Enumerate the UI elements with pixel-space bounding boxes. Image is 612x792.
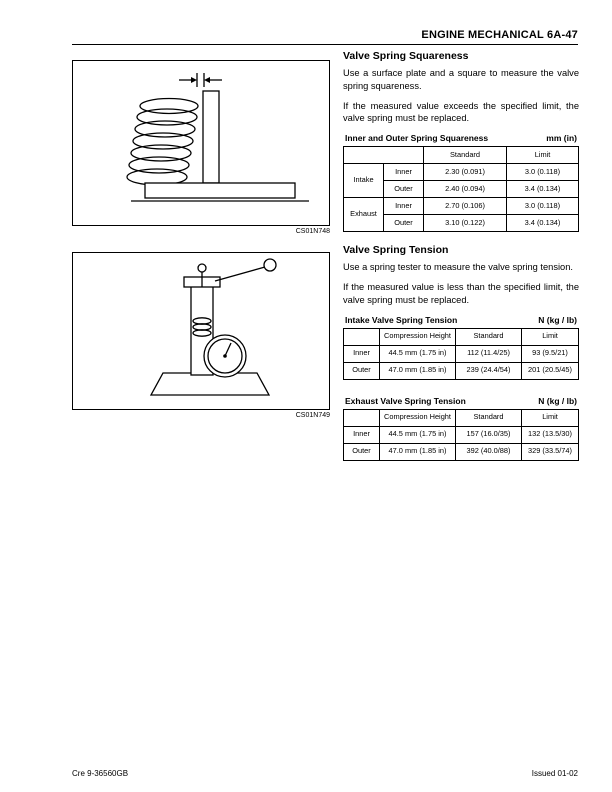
cell-limit: 3.4 (0.134) xyxy=(507,215,579,232)
cell-limit: 3.0 (0.118) xyxy=(507,164,579,181)
cell-height: 44.5 mm (1.75 in) xyxy=(380,345,456,362)
col-header-height: Compression Height xyxy=(380,409,456,426)
spring-squareness-drawing xyxy=(73,61,329,225)
row-group-intake: Intake xyxy=(344,164,384,198)
row-type: Outer xyxy=(384,215,424,232)
table-unit-label: N (kg / lb) xyxy=(538,395,577,406)
section-heading-tension: Valve Spring Tension xyxy=(343,244,449,257)
row-label: Outer xyxy=(344,362,380,379)
table-row xyxy=(344,443,579,460)
row-type: Inner xyxy=(384,164,424,181)
blank-header-cell xyxy=(344,409,380,426)
cell-standard: 2.40 (0.094) xyxy=(424,181,507,198)
cell-limit: 3.0 (0.118) xyxy=(507,198,579,215)
table-row xyxy=(344,198,579,215)
table-row xyxy=(344,345,579,362)
footer-document-code: Cre 9-36560GB xyxy=(72,769,129,778)
row-label: Inner xyxy=(344,345,380,362)
table-title-text: Inner and Outer Spring Squareness xyxy=(345,133,489,144)
header-rule xyxy=(72,44,578,45)
table-row xyxy=(344,164,579,181)
table-unit-label: mm (in) xyxy=(546,133,577,144)
col-header-standard: Standard xyxy=(424,147,507,164)
col-header-height: Compression Height xyxy=(380,328,456,345)
cell-standard: 2.30 (0.091) xyxy=(424,164,507,181)
cell-limit: 201 (20.5/45) xyxy=(522,362,579,379)
cell-limit: 132 (13.5/30) xyxy=(522,426,579,443)
cell-standard: 239 (24.4/54) xyxy=(456,362,522,379)
cell-standard: 2.70 (0.106) xyxy=(424,198,507,215)
table-title-text: Exhaust Valve Spring Tension xyxy=(345,395,466,406)
cell-standard: 112 (11.4/25) xyxy=(456,345,522,362)
table-header-row xyxy=(344,328,579,345)
exhaust-tension-table-title xyxy=(343,396,579,406)
col-header-standard: Standard xyxy=(456,409,522,426)
squareness-paragraph-2: If the measured value exceeds the specified limit, the valve spring must be replaced. xyxy=(343,100,579,124)
page-header: ENGINE MECHANICAL 6A-47 xyxy=(421,29,578,41)
content-column xyxy=(343,50,579,465)
figure-caption: CS01N748 xyxy=(295,228,330,235)
tension-paragraph-2: If the measured value is less than the specified limit, the valve spring must be replaced. xyxy=(343,282,579,305)
table-row xyxy=(344,362,579,379)
figure-caption: CS01N749 xyxy=(295,412,330,419)
table-row xyxy=(344,426,579,443)
row-group-exhaust: Exhaust xyxy=(344,198,384,232)
col-header-limit: Limit xyxy=(522,409,579,426)
intake-tension-table-title xyxy=(343,315,579,325)
blank-header-cell xyxy=(344,328,380,345)
cell-height: 44.5 mm (1.75 in) xyxy=(380,426,456,443)
row-label: Inner xyxy=(344,426,380,443)
tension-paragraph-1: Use a spring tester to measure the valve spring tension. xyxy=(343,262,573,273)
table-unit-label: N (kg / lb) xyxy=(538,314,577,325)
squareness-table xyxy=(343,146,579,232)
col-header-limit: Limit xyxy=(522,328,579,345)
cell-standard: 3.10 (0.122) xyxy=(424,215,507,232)
cell-limit: 3.4 (0.134) xyxy=(507,181,579,198)
cell-standard: 392 (40.0/88) xyxy=(456,443,522,460)
blank-header-cell xyxy=(344,147,424,164)
cell-height: 47.0 mm (1.85 in) xyxy=(380,443,456,460)
col-header-standard: Standard xyxy=(456,328,522,345)
table-title-text: Intake Valve Spring Tension xyxy=(345,314,458,325)
intake-tension-table xyxy=(343,328,579,380)
row-label: Outer xyxy=(344,443,380,460)
col-header-limit: Limit xyxy=(507,147,579,164)
cell-limit: 329 (33.5/74) xyxy=(522,443,579,460)
table-header-row xyxy=(344,147,579,164)
row-type: Outer xyxy=(384,181,424,198)
cell-limit: 93 (9.5/21) xyxy=(522,345,579,362)
cell-standard: 157 (16.0/35) xyxy=(456,426,522,443)
squareness-paragraph-1: Use a surface plate and a square to measure the valve spring squareness. xyxy=(343,68,579,91)
table-header-row xyxy=(344,409,579,426)
spring-tester-drawing xyxy=(73,253,329,409)
row-type: Inner xyxy=(384,198,424,215)
section-heading-squareness: Valve Spring Squareness xyxy=(343,50,469,62)
squareness-table-title xyxy=(343,133,579,143)
figure-spring-squareness xyxy=(72,60,330,226)
exhaust-tension-table xyxy=(343,409,579,461)
figure-spring-tester xyxy=(72,252,330,410)
footer-issue-date: Issued 01-02 xyxy=(531,769,578,778)
cell-height: 47.0 mm (1.85 in) xyxy=(380,362,456,379)
